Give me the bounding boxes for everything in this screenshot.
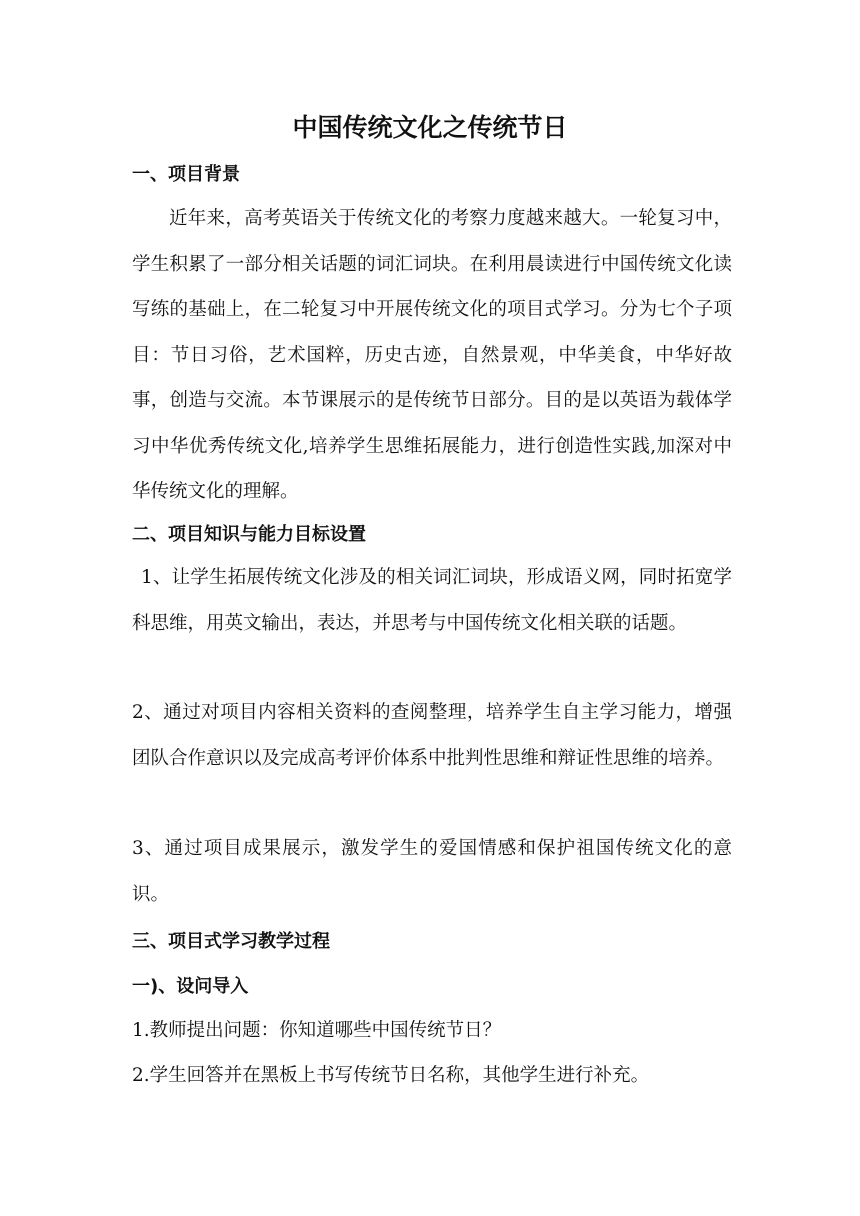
subheading-intro: 一)、设问导入 [132, 976, 249, 997]
goal-item-1: 1、让学生拓展传统文化涉及的相关词汇词块，形成语义网，同时拓宽学科思维，用英文输出，表达，并思考与中国传统文化相关联的话题。 [132, 567, 732, 634]
section-heading-process: 三、项目式学习教学过程 [132, 931, 330, 952]
background-paragraph: 近年来，高考英语关于传统文化的考察力度越来越大。一轮复习中，学生积累了一部分相关话题的词汇词块。在利用晨读进行中国传统文化读写练的基础上，在二轮复习中开展传统文化的项目式学习。分为七个子项目：节日习俗，艺术国粹，历史古迹，自然景观，中华美食，中华好故事，创造与交流。本节课展示的是传统节日部分。目的是以英语为载体学习中华优秀传统文化,培养学生思维拓展能力，进行创造性实践,加深对中华传统文化的理解。 [132, 208, 732, 502]
process-step-1: 1.教师提出问题：你知道哪些中国传统节日？ [132, 1020, 502, 1041]
section-heading-goals: 二、项目知识与能力目标设置 [132, 524, 366, 545]
goal-item-2: 2、通过对项目内容相关资料的查阅整理，培养学生自主学习能力，增强团队合作意识以及完成高考评价体系中批判性思维和辩证性思维的培养。 [132, 702, 732, 769]
process-step-2: 2.学生回答并在黑板上书写传统节日名称，其他学生进行补充。 [132, 1065, 650, 1086]
goal-item-3: 3、通过项目成果展示，激发学生的爱国情感和保护祖国传统文化的意识。 [132, 838, 732, 905]
document-title: 中国传统文化之传统节日 [292, 113, 568, 142]
section-heading-background: 一、项目背景 [132, 164, 240, 185]
